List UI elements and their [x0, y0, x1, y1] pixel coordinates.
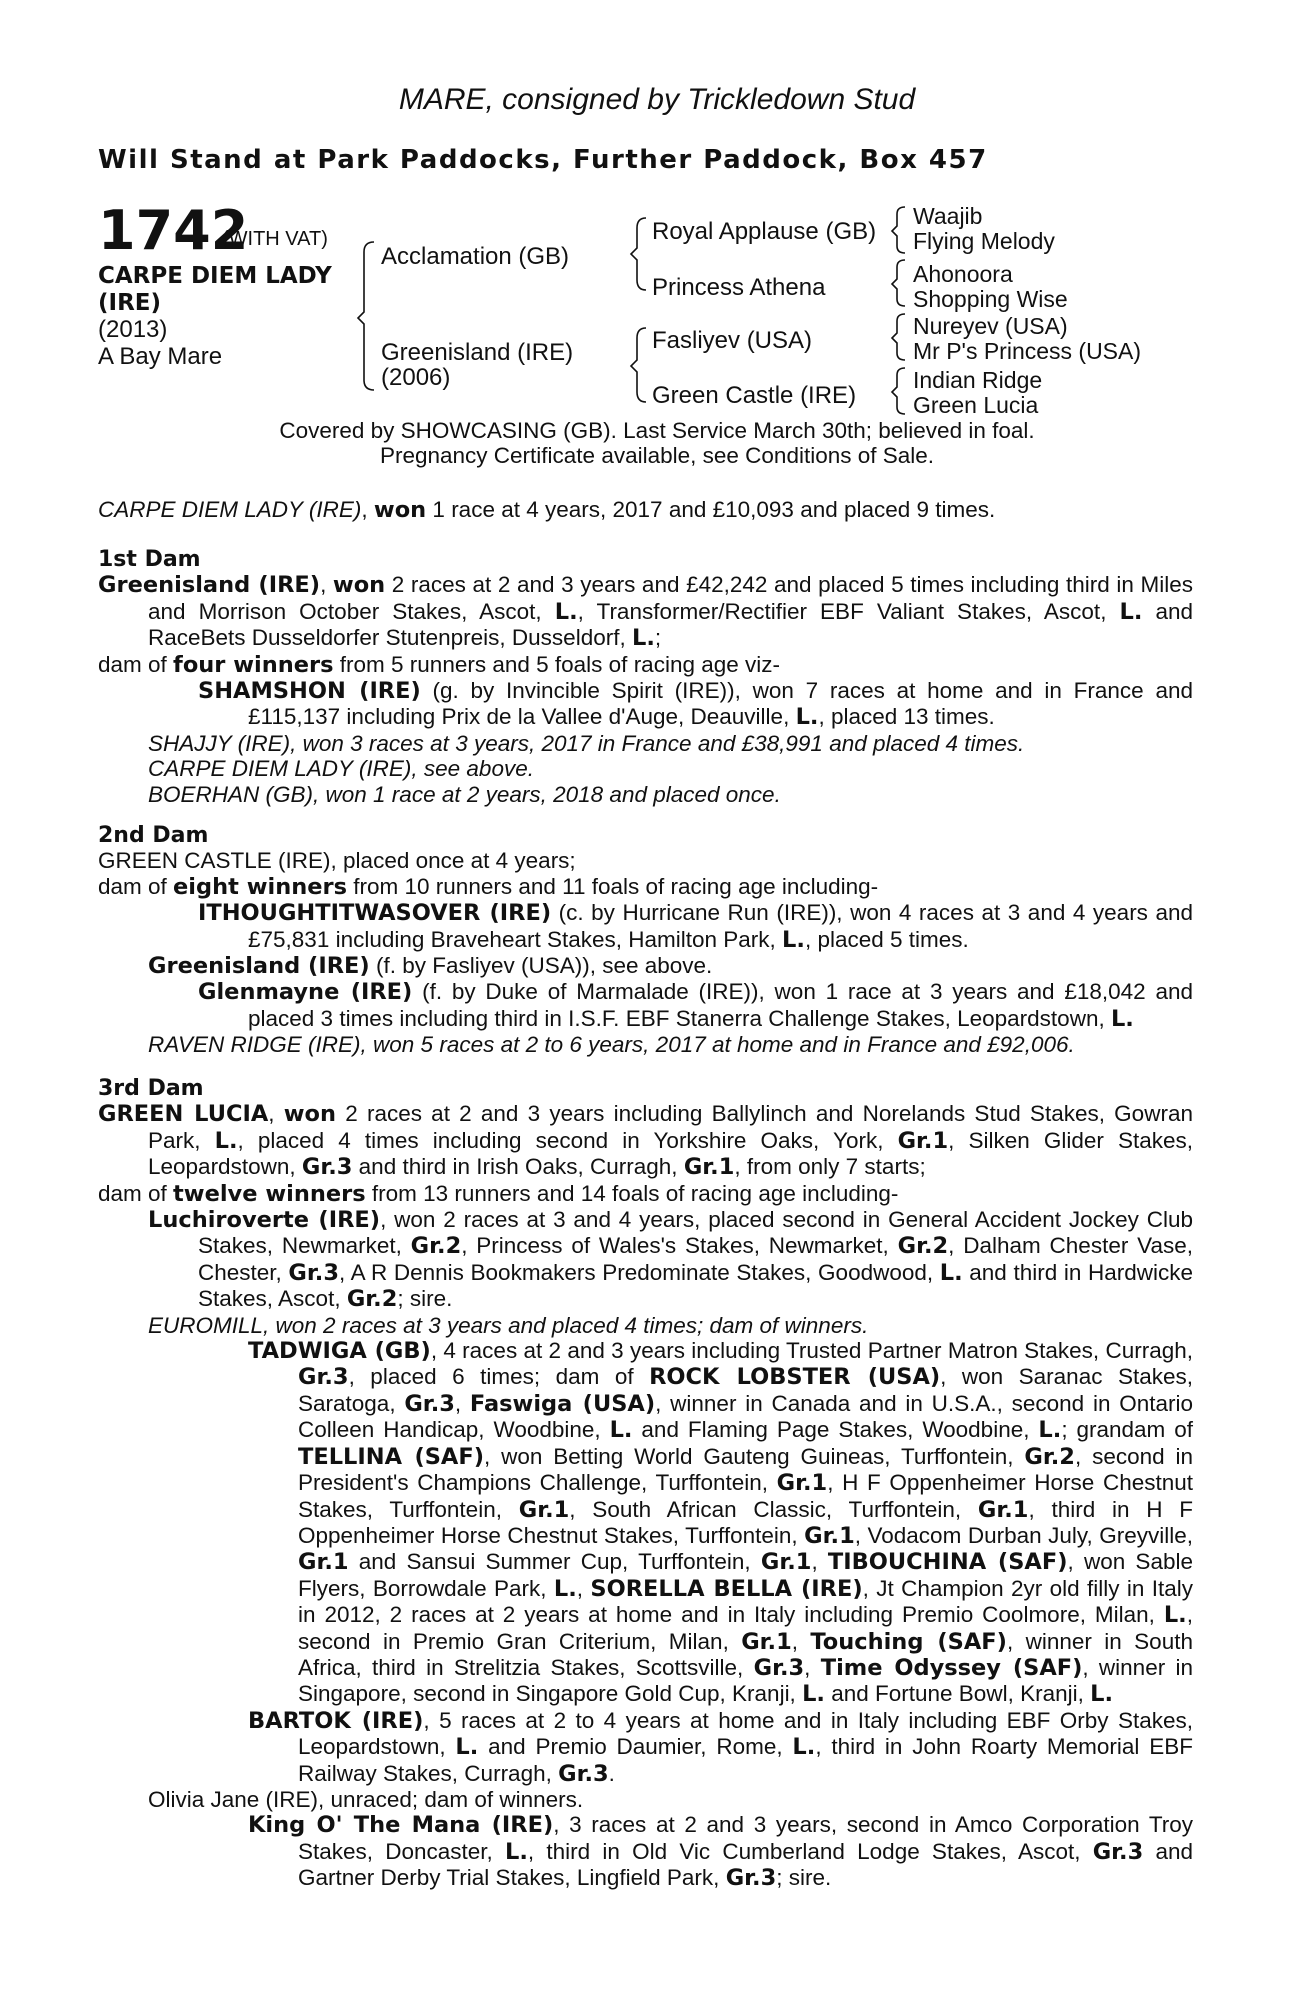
- grandproduce-entry: [98, 1812, 1193, 1891]
- grandproduce-entry: BARTOK (IRE), 5 races at 2 to 4 years at home and in Italy including EBF Orby Stakes, Leopardstown, L. and Premio Daumier, Rome, L., third in John Roarty Memorial EBF Railway Stakes, Curragh, Gr.3.: [248, 1707, 1193, 1787]
- grade-listed: L.: [631, 625, 655, 652]
- produce-name: King O' The Mana (IRE): [248, 1812, 554, 1839]
- pedigree-dam-sire: Fasliyev (USA): [652, 327, 813, 354]
- grade-2: Gr.2: [410, 1233, 462, 1260]
- winners-count: four winners: [173, 651, 334, 678]
- produce-entry: BOERHAN (GB), won 1 race at 2 years, 2018 and placed once.: [148, 781, 781, 807]
- horse-name: CARPE DIEM LADY: [98, 263, 332, 289]
- first-dam-text: ;: [654, 625, 662, 651]
- horse-name-suffix: (IRE): [98, 290, 162, 316]
- produce-name: ITHOUGHTITWASOVER (IRE): [198, 900, 552, 927]
- record-text: , Silken Glider Stakes, Leopardstown,: [148, 1127, 1194, 1180]
- produce-name: BARTOK (IRE): [248, 1707, 424, 1734]
- produce-name: Glenmayne (IRE): [198, 979, 413, 1006]
- first-dam-won: won: [332, 572, 386, 599]
- grade-listed: L.: [505, 1838, 528, 1865]
- first-dam-produce-summary: [98, 652, 1193, 678]
- grade-3: Gr.3: [404, 1390, 455, 1417]
- produce-text: and Gartner Derby Trial Stakes, Lingfield Park,: [298, 1838, 1194, 1891]
- first-dam-text: 2 races at 2 and 3 years and £42,242 and placed 5 times including third in Miles and Morrison October Stakes, Ascot,: [148, 572, 1193, 624]
- pregnancy-note: Pregnancy Certificate available, see Conditions of Sale.: [379, 443, 935, 468]
- grade-listed: L.: [1119, 598, 1143, 625]
- produce-text: , won Saranac Stakes, Saratoga,: [298, 1364, 1193, 1416]
- consigner-line: MARE, consigned by Trickledown Stud: [398, 83, 916, 116]
- grade-listed: L.: [802, 1681, 825, 1708]
- second-dam-produce-summary: [98, 874, 1193, 900]
- pedigree-dds: Indian Ridge: [913, 367, 1043, 393]
- third-dam-won: won: [283, 1101, 336, 1128]
- second-dam-record: GREEN CASTLE (IRE), placed once at 4 years;: [98, 848, 576, 874]
- grade-2: Gr.2: [1024, 1443, 1075, 1470]
- summary-text: 1 race at 4 years, 2017 and £10,093 and placed 9 times.: [426, 497, 996, 522]
- grade-1: Gr.1: [298, 1549, 349, 1576]
- first-dam-section: [98, 547, 1193, 807]
- grade-listed: L.: [553, 1575, 577, 1602]
- summary-horse: CARPE DIEM LADY (IRE): [98, 497, 362, 522]
- pedigree-sss: Waajib: [913, 203, 983, 229]
- dam-of-label: dam of: [98, 1180, 174, 1206]
- produce-text: and Flaming Page Stakes, Woodbine,: [632, 1417, 1039, 1443]
- dam-of-label: dam of: [98, 873, 174, 899]
- produce-text: , placed 13 times.: [818, 704, 995, 730]
- produce-entry: Olivia Jane (IRE), unraced; dam of winners.: [148, 1786, 584, 1812]
- pedigree-dss: Nureyev (USA): [913, 313, 1068, 339]
- produce-text: ,: [454, 1390, 470, 1416]
- produce-entry: [98, 678, 1193, 731]
- grade-3: Gr.3: [288, 1259, 339, 1286]
- pedigree-dam: Greenisland (IRE): [381, 339, 574, 366]
- grade-listed: L.: [455, 1734, 479, 1761]
- produce-name: TIBOUCHINA (SAF): [827, 1549, 1068, 1576]
- produce-name: Greenisland (IRE): [148, 953, 370, 980]
- produce-text: , A R Dennis Bookmakers Predominate Stakes, Goodwood,: [338, 1259, 940, 1285]
- grade-2: Gr.2: [897, 1233, 949, 1260]
- produce-name: TELLINA (SAF): [298, 1443, 484, 1470]
- grade-listed: L.: [1110, 1005, 1134, 1032]
- third-dam-heading: 3rd Dam: [98, 1076, 204, 1101]
- pedigree-dsd: Mr P's Princess (USA): [913, 338, 1142, 364]
- winners-count: twelve winners: [173, 1180, 366, 1207]
- pedigree-ddd: Green Lucia: [913, 392, 1039, 418]
- produce-text: , winner in Singapore, second in Singapore Gold Cup, Kranji,: [298, 1654, 1194, 1707]
- dam-of-label: dam of: [98, 651, 174, 677]
- grade-listed: L.: [554, 598, 578, 625]
- produce-text: and Sansui Summer Cup, Turffontein,: [348, 1549, 761, 1575]
- produce-text: , 3 races at 2 and 3 years, second in Amco Corporation Troy Stakes, Doncaster,: [298, 1812, 1194, 1864]
- produce-entry: [98, 953, 1193, 979]
- produce-name: Faswiga (USA): [469, 1390, 656, 1417]
- grade-1: Gr.1: [804, 1522, 855, 1549]
- produce-name: TADWIGA (GB): [248, 1338, 431, 1365]
- record-text: and third in Irish Oaks, Curragh,: [352, 1154, 684, 1180]
- produce-text: , 5 races at 2 to 4 years at home and in Italy including EBF Orby Stakes, Leopardstown,: [298, 1707, 1193, 1760]
- produce-text: (f. by Duke of Marmalade (IRE)), won 1 race at 3 years and £18,042 and placed 3 times including third in I.S.F. EBF Stanerra Challenge Stakes, Leopardstown,: [248, 979, 1193, 1031]
- produce-text: , won Sable Flyers, Borrowdale Park,: [298, 1549, 1193, 1601]
- first-dam-text: and RaceBets Dusseldorfer Stutenpreis, Dusseldorf,: [148, 598, 1194, 651]
- produce-text: and Premio Daumier, Rome,: [478, 1734, 793, 1760]
- first-dam-heading: 1st Dam: [98, 547, 201, 572]
- produce-text: , 4 races at 2 and 3 years including Trusted Partner Matron Stakes, Curragh,: [430, 1338, 1194, 1364]
- horse-description: A Bay Mare: [98, 343, 223, 370]
- first-dam-name: Greenisland (IRE): [98, 572, 321, 599]
- pedigree-sdd: Shopping Wise: [913, 286, 1068, 312]
- third-dam-produce-summary: [98, 1181, 1193, 1207]
- produce-name: SHAMSHON (IRE): [198, 678, 421, 705]
- produce-text: ,: [811, 1549, 828, 1575]
- produce-text: , Jt Champion 2yr old filly in Italy in 2012, 2 races at 2 years at home and in Italy including Premio Coolmore, Milan,: [298, 1575, 1193, 1628]
- grade-3: Gr.3: [301, 1154, 353, 1181]
- produce-text: , South African Classic, Turffontein,: [569, 1496, 978, 1522]
- record-text: 2 races at 2 and 3 years including Ballylinch and Norelands Stud Stakes, Gowran Park,: [148, 1101, 1193, 1153]
- grade-1: Gr.1: [741, 1628, 792, 1655]
- produce-text: , H F Oppenheimer Horse Chestnut Stakes, Turffontein,: [298, 1470, 1193, 1522]
- produce-entry: [98, 979, 1193, 1032]
- grade-1: Gr.1: [683, 1154, 735, 1181]
- grade-3: Gr.3: [725, 1865, 777, 1892]
- produce-text: (c. by Hurricane Run (IRE)), won 4 races at 3 and 4 years and £75,831 including Braveheart Stakes, Hamilton Park,: [248, 900, 1193, 952]
- stand-location: Will Stand at Park Paddocks, Further Paddock, Box 457: [98, 145, 988, 175]
- race-summary: CARPE DIEM LADY (IRE), won 1 race at 4 years, 2017 and £10,093 and placed 9 times.: [98, 497, 996, 523]
- first-dam-record: Greenisland (IRE), won 2 races at 2 and 3 years and £42,242 and placed 5 times including third in Miles and Morrison October Stakes, Ascot, L., Transformer/Rectifier EBF Valiant Stakes, Ascot, L. and RaceBets Dusseldorfer Stutenpreis, Dusseldorf, L.;: [98, 572, 1194, 652]
- grade-1: Gr.1: [760, 1549, 812, 1576]
- produce-text: , placed 5 times.: [804, 926, 969, 952]
- second-dam-section: [98, 823, 1193, 1058]
- produce-text: , third in H F Oppenheimer Horse Chestnut Stakes, Turffontein,: [298, 1496, 1194, 1548]
- produce-entry: [98, 900, 1193, 953]
- produce-text: , second in Premio Gran Criterium, Milan,: [298, 1602, 1193, 1654]
- pedigree-sire: Acclamation (GB): [381, 243, 570, 270]
- grade-listed: L.: [1090, 1681, 1113, 1708]
- year-of-birth: (2013): [98, 316, 168, 343]
- grade-listed: L.: [1038, 1417, 1062, 1444]
- first-dam-text: , Transformer/Rectifier EBF Valiant Stakes, Ascot,: [577, 598, 1120, 624]
- third-dam-record: GREEN LUCIA, won 2 races at 2 and 3 years including Ballylinch and Norelands Stud Stakes, Gowran Park, L., placed 4 times including second in Yorkshire Oaks, York, Gr.1, Silken Glider Stakes, Leopardstown, Gr.3 and third in Irish Oaks, Curragh, Gr.1, from only 7 starts;: [98, 1101, 1194, 1181]
- grade-1: Gr.1: [776, 1470, 828, 1497]
- grade-1: Gr.1: [897, 1127, 949, 1154]
- grade-listed: L.: [609, 1417, 633, 1444]
- grade-3: Gr.3: [298, 1364, 349, 1391]
- grade-listed: L.: [782, 926, 805, 953]
- produce-text: ,: [804, 1654, 821, 1680]
- grade-listed: L.: [214, 1127, 238, 1154]
- produce-text: , third in John Roarty Memorial EBF Railway Stakes, Curragh,: [298, 1734, 1193, 1786]
- produce-text: ; sire.: [397, 1286, 453, 1312]
- pedigree-sire-dam: Princess Athena: [652, 274, 826, 301]
- produce-name: Time Odyssey (SAF): [820, 1654, 1083, 1681]
- produce-text: , won 2 races at 3 and 4 years, placed second in General Accident Jockey Club Stakes, Newmarket,: [198, 1207, 1194, 1259]
- produce-text: , Dalham Chester Vase, Chester,: [198, 1233, 1193, 1285]
- dam-of-rest: from 13 runners and 14 foals of racing age including-: [365, 1180, 899, 1206]
- dam-of-rest: from 5 runners and 5 foals of racing age viz-: [333, 651, 781, 677]
- pedigree-sire-sire: Royal Applause (GB): [652, 218, 877, 245]
- grade-listed: L.: [1163, 1602, 1187, 1629]
- produce-entry: CARPE DIEM LADY (IRE), see above.: [148, 756, 534, 782]
- grade-3: Gr.3: [558, 1760, 609, 1787]
- lot-number: 1742: [98, 199, 249, 262]
- produce-text: , winner in South Africa, third in Strelitzia Stakes, Scottsville,: [298, 1628, 1193, 1680]
- produce-text: (g. by Invincible Spirit (IRE)), won 7 races at home and in France and £115,137 including Prix de la Vallee d'Auge, Deauville,: [248, 678, 1193, 730]
- pedigree-sds: Ahonoora: [913, 261, 1013, 287]
- pedigree-ssd: Flying Melody: [913, 228, 1055, 254]
- produce-name: Luchiroverte (IRE): [148, 1207, 381, 1234]
- produce-text: , winner in Canada and in U.S.A., second in Ontario Colleen Handicap, Woodbine,: [298, 1390, 1194, 1443]
- third-dam-section: [98, 1076, 1193, 1892]
- grade-2: Gr.2: [346, 1286, 398, 1313]
- produce-name: Touching (SAF): [810, 1628, 1007, 1655]
- vat-note: (WITH VAT): [222, 228, 328, 250]
- grade-3: Gr.3: [753, 1654, 805, 1681]
- produce-name: SORELLA BELLA (IRE): [590, 1575, 863, 1602]
- produce-text: ,: [576, 1575, 591, 1601]
- pedigree-dam-dam: Green Castle (IRE): [652, 382, 857, 409]
- produce-text: , second in President's Champions Challenge, Turffontein,: [298, 1443, 1193, 1496]
- grade-1: Gr.1: [977, 1496, 1029, 1523]
- produce-entry: EUROMILL, won 2 races at 3 years and placed 4 times; dam of winners.: [148, 1312, 869, 1338]
- grade-listed: L.: [939, 1259, 963, 1286]
- winners-count: eight winners: [173, 873, 348, 900]
- produce-text: , third in Old Vic Cumberland Lodge Stakes, Ascot,: [527, 1838, 1093, 1864]
- produce-entry: RAVEN RIDGE (IRE), won 5 races at 2 to 6 years, 2017 at home and in France and £92,006.: [148, 1032, 1075, 1058]
- produce-text: , won Betting World Gauteng Guineas, Turffontein,: [484, 1443, 1025, 1469]
- pedigree-dam-year: (2006): [381, 364, 451, 391]
- grade-1: Gr.1: [518, 1496, 570, 1523]
- record-text: , from only 7 starts;: [734, 1154, 926, 1180]
- produce-text: ; grandam of: [1061, 1417, 1194, 1443]
- produce-entry: SHAJJY (IRE), won 3 races at 3 years, 2017 in France and £38,991 and placed 4 times.: [148, 730, 1025, 756]
- summary-won: won: [373, 497, 427, 523]
- grade-listed: L.: [792, 1734, 816, 1761]
- dam-of-rest: from 10 runners and 11 foals of racing age including-: [347, 873, 879, 899]
- covering-info: Covered by SHOWCASING (GB). Last Service March 30th; believed in foal.: [279, 418, 1035, 443]
- produce-text: , placed 6 times; dam of: [348, 1364, 650, 1390]
- third-dam-name: GREEN LUCIA: [98, 1101, 269, 1128]
- record-text: , placed 4 times including second in Yorkshire Oaks, York,: [237, 1127, 898, 1153]
- grandproduce-entry: [98, 1338, 1193, 1708]
- produce-text: ,: [791, 1628, 811, 1654]
- produce-text: (f. by Fasliyev (USA)), see above.: [369, 953, 713, 979]
- produce-text: , Princess of Wales's Stakes, Newmarket,: [461, 1233, 898, 1259]
- produce-text: and third in Hardwicke Stakes, Ascot,: [198, 1259, 1193, 1312]
- produce-entry: [98, 1207, 1193, 1313]
- grade-listed: L.: [795, 704, 819, 731]
- produce-text: and Fortune Bowl, Kranji,: [824, 1681, 1091, 1707]
- produce-text: ; sire.: [776, 1865, 832, 1891]
- second-dam-heading: 2nd Dam: [98, 823, 209, 848]
- produce-name: ROCK LOBSTER (USA): [649, 1364, 941, 1391]
- produce-text: , Vodacom Durban July, Greyville,: [854, 1522, 1194, 1548]
- grade-3: Gr.3: [1092, 1838, 1144, 1865]
